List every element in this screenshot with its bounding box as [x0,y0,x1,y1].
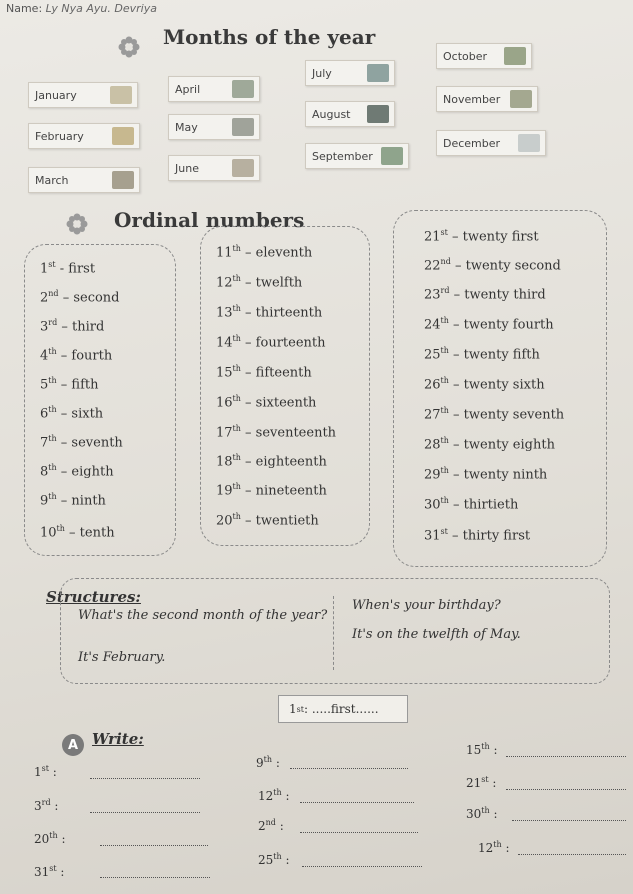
write-answer-line-2[interactable] [90,812,200,813]
month-card-november [436,86,538,112]
month-card-july [305,60,395,86]
month-card-june [168,155,260,181]
write-item-10: 21st : [466,775,497,790]
write-answer-line-12[interactable] [518,854,626,855]
write-answer-line-3[interactable] [100,845,208,846]
write-item-8: 25th : [258,852,290,867]
month-label: November [443,92,501,106]
month-label: June [175,161,199,175]
structure-answer-1: It's February. [78,650,166,665]
write-answer-line-4[interactable] [100,877,210,878]
write-item-9: 15th : [466,742,498,757]
ordinal-2: 2nd – second [40,289,120,306]
write-answer-line-1[interactable] [90,778,200,779]
ordinals-title: Ordinal numbers [114,208,305,232]
ordinal-17: 17th – seventeenth [216,424,337,441]
write-item-1: 1st : [34,764,57,779]
flower-icon [66,213,88,235]
ordinal-30: 30th – thirtieth [424,496,519,513]
structure-answer-2: It's on the twelfth of May. [352,627,521,642]
june-picture [232,159,254,177]
write-item-2: 3rd : [34,798,59,813]
months-title: Months of the year [163,25,376,49]
july-picture [367,64,389,82]
ordinal-16: 16th – sixteenth [216,394,317,411]
structures-box [60,578,610,684]
ordinal-25: 25th – twenty fifth [424,346,540,363]
month-card-august [305,101,395,127]
ordinal-9: 9th – ninth [40,492,106,509]
ordinal-15: 15th – fifteenth [216,364,312,381]
ordinal-23: 23rd – twenty third [424,286,546,303]
month-label: August [312,107,351,121]
write-item-7: 2nd : [258,818,284,833]
ordinal-8: 8th – eighth [40,463,114,480]
month-label: October [443,49,488,63]
ordinal-21: 21st – twenty first [424,228,539,245]
month-card-may [168,114,260,140]
ordinal-5: 5th – fifth [40,376,99,393]
month-card-february [28,123,140,149]
ordinal-13: 13th – thirteenth [216,304,323,321]
month-label: May [175,120,198,134]
write-answer-line-9[interactable] [506,756,626,757]
structures-divider [333,596,334,670]
write-example: 1 st : .....first...... [278,695,408,723]
november-picture [510,90,532,108]
march-picture [112,171,134,189]
ordinal-10: 10th – tenth [40,524,115,541]
write-item-3: 20th : [34,831,66,846]
april-picture [232,80,254,98]
student-name [6,2,157,15]
month-label: March [35,173,69,187]
ordinal-12: 12th – twelfth [216,274,303,291]
write-item-5: 9th : [256,755,280,770]
write-answer-line-5[interactable] [290,768,408,769]
month-label: February [35,129,84,143]
write-item-11: 30th : [466,806,498,821]
month-card-october [436,43,532,69]
month-label: July [312,66,332,80]
write-answer-line-11[interactable] [512,820,626,821]
structure-question-1: What's the second month of the year? [78,608,328,623]
write-item-6: 12th : [258,788,290,803]
write-answer-line-8[interactable] [302,866,422,867]
february-picture [112,127,134,145]
month-card-december [436,130,546,156]
ordinal-22: 22nd – twenty second [424,257,561,274]
month-label: April [175,82,201,96]
write-answer-line-7[interactable] [300,832,418,833]
month-label: September [312,149,373,163]
section-a-badge: A [62,734,84,756]
ordinal-3: 3rd – third [40,318,105,335]
ordinal-19: 19th – nineteenth [216,482,327,499]
august-picture [367,105,389,123]
ordinal-28: 28th – twenty eighth [424,436,555,453]
write-item-4: 31st : [34,864,65,879]
flower-icon [118,36,140,58]
month-card-september [305,143,409,169]
ordinal-14: 14th – fourteenth [216,334,326,351]
write-item-12: 12th : [478,840,510,855]
ordinal-29: 29th – twenty ninth [424,466,548,483]
december-picture [518,134,540,152]
ordinal-27: 27th – twenty seventh [424,406,565,423]
ordinal-4: 4th – fourth [40,347,113,364]
january-picture [110,86,132,104]
write-title: Write: [92,730,144,748]
name-handwritten: Ly Nya Ayu. Devriya [45,2,157,15]
ordinal-6: 6th – sixth [40,405,104,422]
month-label: December [443,136,501,150]
october-picture [504,47,526,65]
write-answer-line-6[interactable] [300,802,414,803]
write-answer-line-10[interactable] [506,789,626,790]
september-picture [381,147,403,165]
month-card-january [28,82,138,108]
may-picture [232,118,254,136]
month-card-march [28,167,140,193]
ordinal-26: 26th – twenty sixth [424,376,545,393]
structure-question-2: When's your birthday? [352,598,501,613]
month-label: January [35,88,77,102]
ordinal-18: 18th – eighteenth [216,453,327,470]
name-label: Name: [6,2,43,15]
structures-title: Structures: [46,588,141,606]
ordinal-7: 7th – seventh [40,434,123,451]
ordinal-31: 31st – thirty first [424,527,531,544]
ordinal-11: 11th – eleventh [216,244,313,261]
month-card-april [168,76,260,102]
ordinal-20: 20th – twentieth [216,512,319,529]
ordinal-24: 24th – twenty fourth [424,316,554,333]
ordinal-1: 1st - first [40,260,96,277]
